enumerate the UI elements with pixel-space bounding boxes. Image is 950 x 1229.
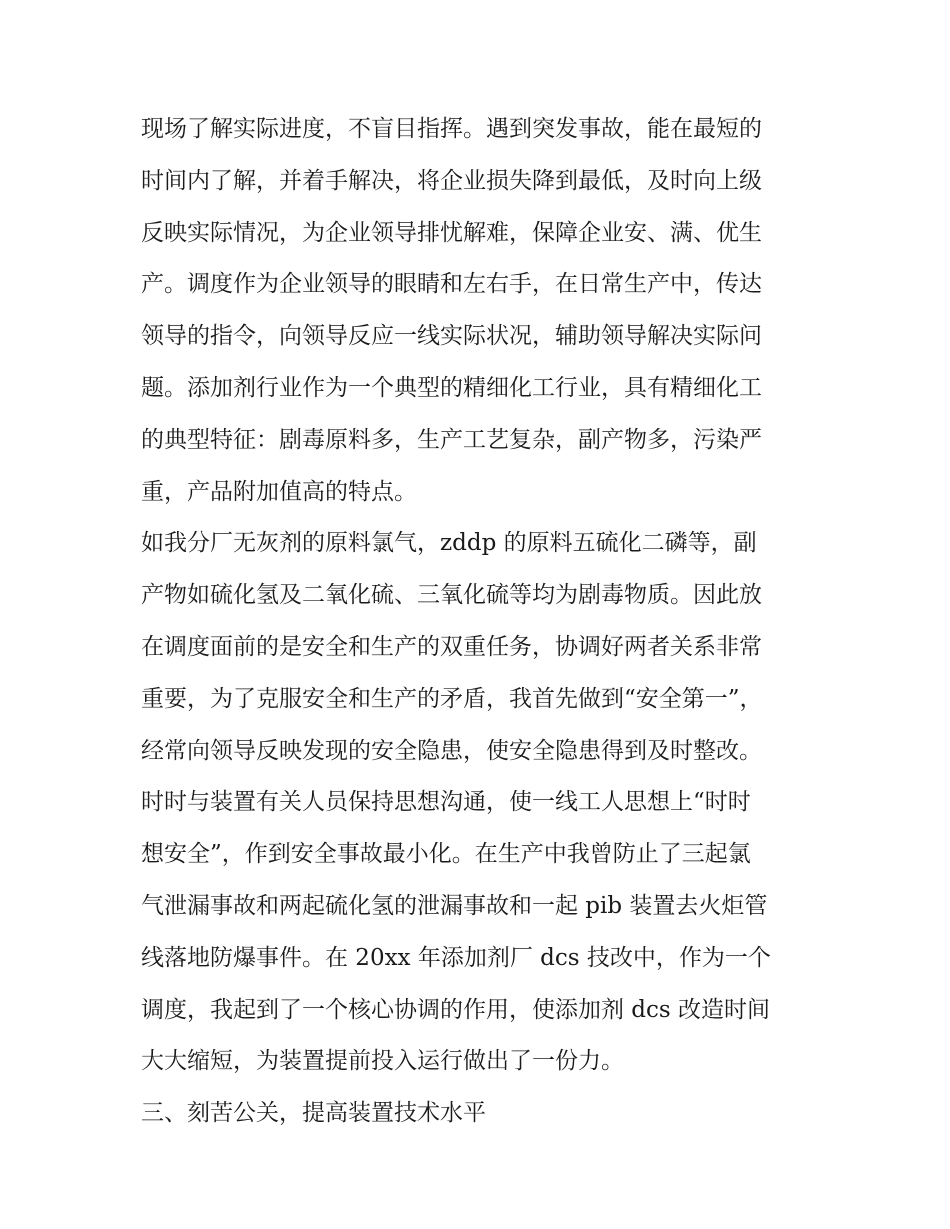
text-line: 现场了解实际进度，不盲目指挥。遇到突发事故，能在最短的 — [141, 116, 762, 142]
document-body — [141, 104, 821, 1140]
text-line: 在调度面前的是安全和生产的双重任务，协调好两者关系非常 — [141, 633, 762, 660]
text-line: 气泄漏事故和两起硫化氢的泄漏事故和一起 pib 装置去火炬管 — [141, 892, 768, 919]
text-line: 题。添加剂行业作为一个典型的精细化工行业，具有精细化工 — [141, 374, 762, 401]
text-line: 经常向领导反映发现的安全隐患，使安全隐患得到及时整改。 — [141, 737, 762, 764]
text-line: 调度，我起到了一个核心协调的作用，使添加剂 dcs 改造时间 — [141, 996, 771, 1023]
text-line: 线落地防爆事件。在 20xx 年添加剂厂 dcs 技改中，作为一个 — [141, 944, 771, 971]
text-line: 反映实际情况，为企业领导排忧解难，保障企业安、满、优生 — [141, 219, 762, 246]
section-heading: 三、刻苦公关，提高装置技术水平 — [141, 1100, 486, 1127]
text-line: 大大缩短，为装置提前投入运行做出了一份力。 — [141, 1048, 624, 1075]
text-line: 如我分厂无灰剂的原料氯气，zddp 的原料五硫化二磷等，副 — [141, 530, 757, 557]
text-line: 重，产品附加值高的特点。 — [141, 478, 417, 505]
text-line: 想安全”，作到安全事故最小化。在生产中我曾防止了三起氯 — [141, 841, 751, 868]
text-line: 的典型特征：剧毒原料多，生产工艺复杂，副产物多，污染严 — [141, 426, 762, 453]
text-line: 时间内了解，并着手解决，将企业损失降到最低，及时向上级 — [141, 167, 762, 194]
text-line: 领导的指令，向领导反应一线实际状况，辅助领导解决实际问 — [141, 323, 762, 350]
text-line: 产。调度作为企业领导的眼睛和左右手，在日常生产中，传达 — [141, 271, 762, 298]
text-line: 时时与装置有关人员保持思想沟通，使一线工人思想上“时时 — [141, 789, 751, 816]
text-line: 重要，为了克服安全和生产的矛盾，我首先做到“安全第一”， — [141, 685, 763, 712]
text-line: 产物如硫化氢及二氧化硫、三氧化硫等均为剧毒物质。因此放 — [141, 582, 762, 609]
